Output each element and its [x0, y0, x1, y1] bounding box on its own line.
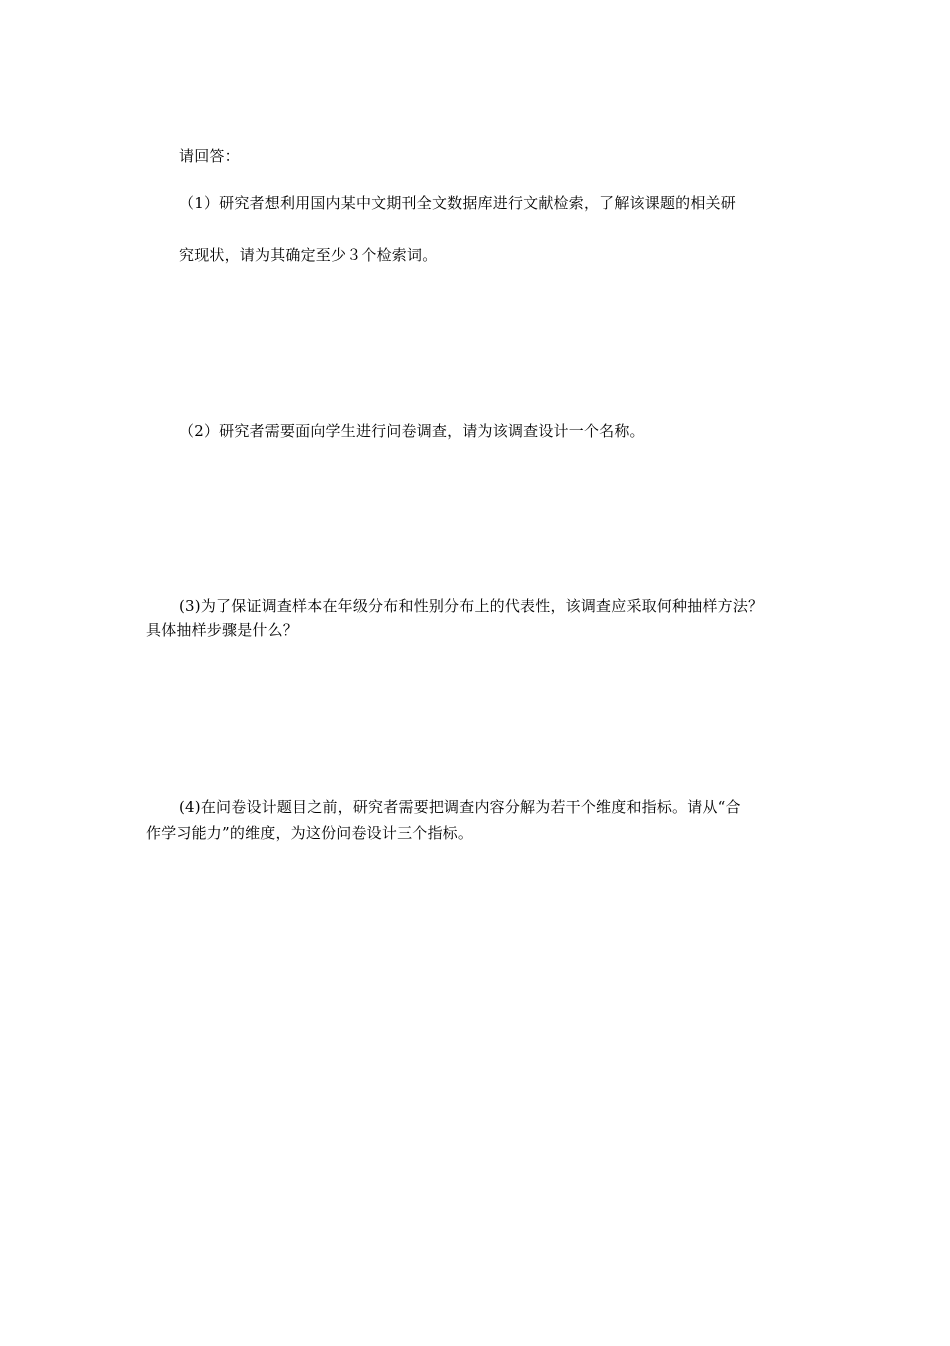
question-2-line-1: （2）研究者需要面向学生进行问卷调查，请为该调查设计一个名称。: [179, 422, 645, 440]
question-1-line-1: （1）研究者想利用国内某中文期刊全文数据库进行文献检索，了解该课题的相关研: [179, 194, 736, 212]
question-3-line-1: (3)为了保证调查样本在年级分布和性别分布上的代表性，该调查应采取何种抽样方法？: [179, 597, 764, 615]
question-4-line-1: (4)在问卷设计题目之前，研究者需要把调查内容分解为若干个维度和指标。请从“合: [179, 798, 741, 816]
answer-prompt: 请回答：: [179, 147, 240, 165]
question-4-line-2: 作学习能力”的维度，为这份问卷设计三个指标。: [146, 824, 474, 842]
question-1-line-2: 究现状，请为其确定至少３个检索词。: [179, 246, 438, 264]
question-3-line-2: 具体抽样步骤是什么？: [146, 621, 299, 639]
